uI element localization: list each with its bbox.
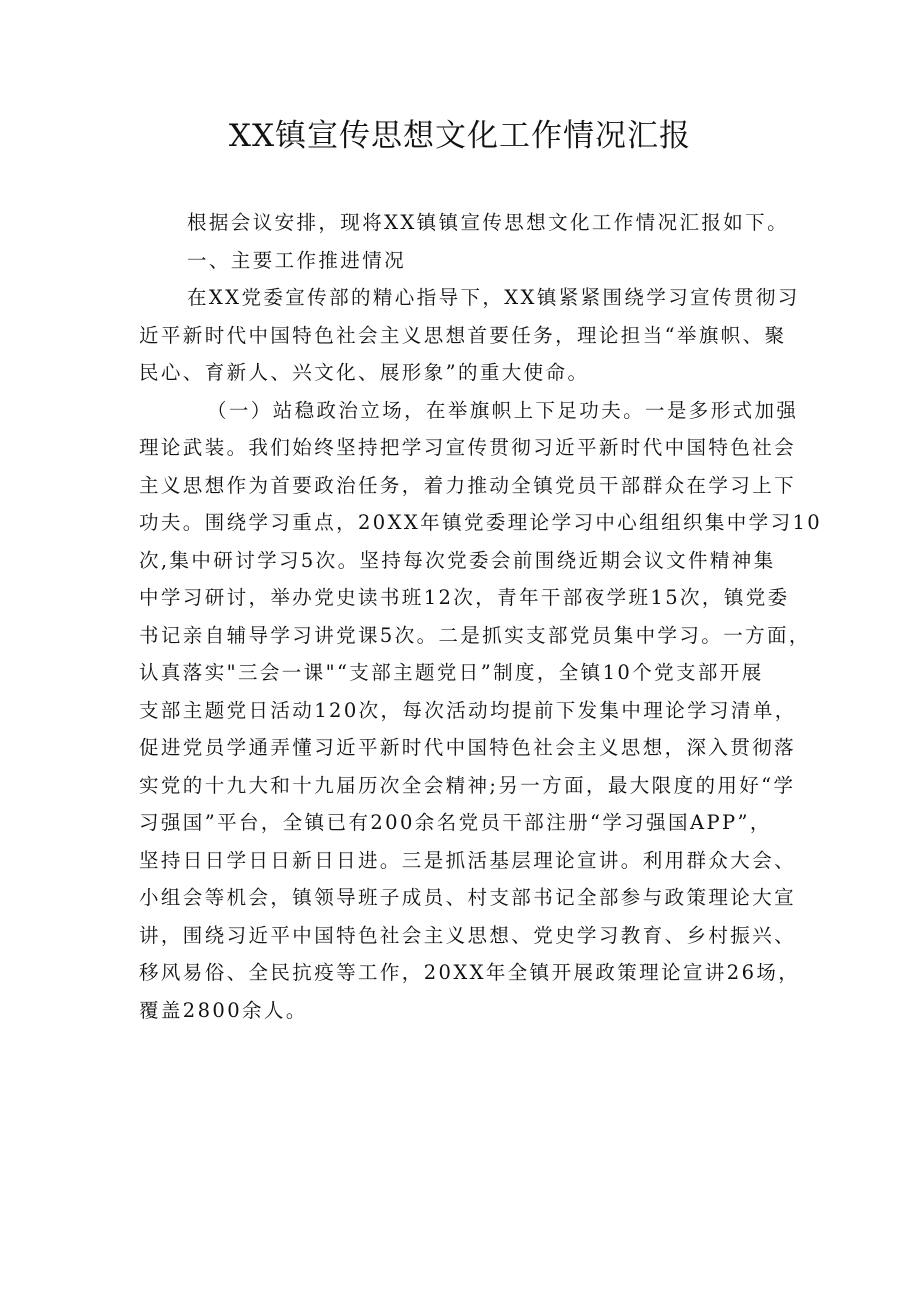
- paragraph-line: 促进党员学通弄懂习近平新时代中国特色社会主义思想，深入贯彻落: [139, 736, 797, 759]
- paragraph-line: 理论武装。我们始终坚持把学习宣传贯彻习近平新时代中国特色社会: [139, 436, 797, 459]
- paragraph-line: 民心、育新人、兴文化、展形象”的重大使命。: [139, 361, 590, 384]
- paragraph-line: 书记亲自辅导学习讲党课5次。二是抓实支部党员集中学习。一方面，: [139, 623, 811, 647]
- paragraph-line: 覆盖2800余人。: [139, 998, 308, 1022]
- paragraph-line: 在XX党委宣传部的精心指导下，XX镇紧紧围绕学习宣传贯彻习: [187, 286, 800, 309]
- subsection-line: （一）站稳政治立场，在举旗帜上下足功夫。一是多形式加强: [207, 398, 799, 422]
- paragraph-line: 坚持日日学日日新日日进。三是抓活基层理论宣讲。利用群众大会、: [139, 848, 797, 872]
- paragraph-line: 中学习研讨，举办党史读书班12次，青年干部夜学班15次，镇党委: [139, 586, 790, 609]
- paragraph-line: 次,集中研讨学习5次。坚持每次党委会前围绕近期会议文件精神集: [139, 548, 776, 572]
- paragraph-line: 根据会议安排，现将XX镇镇宣传思想文化工作情况汇报如下。: [187, 211, 789, 234]
- paragraph-line: 近平新时代中国特色社会主义思想首要任务，理论担当“举旗帜、聚: [139, 323, 787, 347]
- document-body: [139, 204, 823, 1029]
- section-heading: 一、主要工作推进情况: [187, 248, 407, 272]
- paragraph-line: 移风易俗、全民抗疫等工作，20XX年全镇开展政策理论宣讲26场，: [139, 961, 801, 984]
- paragraph-line: 支部主题党日活动120次，每次活动均提前下发集中理论学习清单，: [139, 698, 797, 722]
- paragraph-line: 习强国”平台，全镇已有200余名党员干部注册“学习强国APP”，: [139, 811, 772, 834]
- paragraph-line: 实党的十九大和十九届历次全会精神;另一方面，最大限度的用好“学: [139, 773, 796, 797]
- paragraph-line: 功夫。围绕学习重点，20XX年镇党委理论学习中心组组织集中学习10: [139, 511, 823, 534]
- paragraph-line: 主义思想作为首要政治任务，着力推动全镇党员干部群众在学习上下: [139, 473, 797, 497]
- paragraph-line: 小组会等机会，镇领导班子成员、村支部书记全部参与政策理论大宣: [139, 886, 797, 909]
- paragraph-line: 认真落实"三会一课"“支部主题党日”制度，全镇10个党支部开展: [139, 661, 764, 684]
- paragraph-line: 讲，围绕习近平中国特色社会主义思想、党史学习教育、乡村振兴、: [139, 923, 797, 947]
- document-title: XX镇宣传思想文化工作情况汇报: [228, 118, 692, 154]
